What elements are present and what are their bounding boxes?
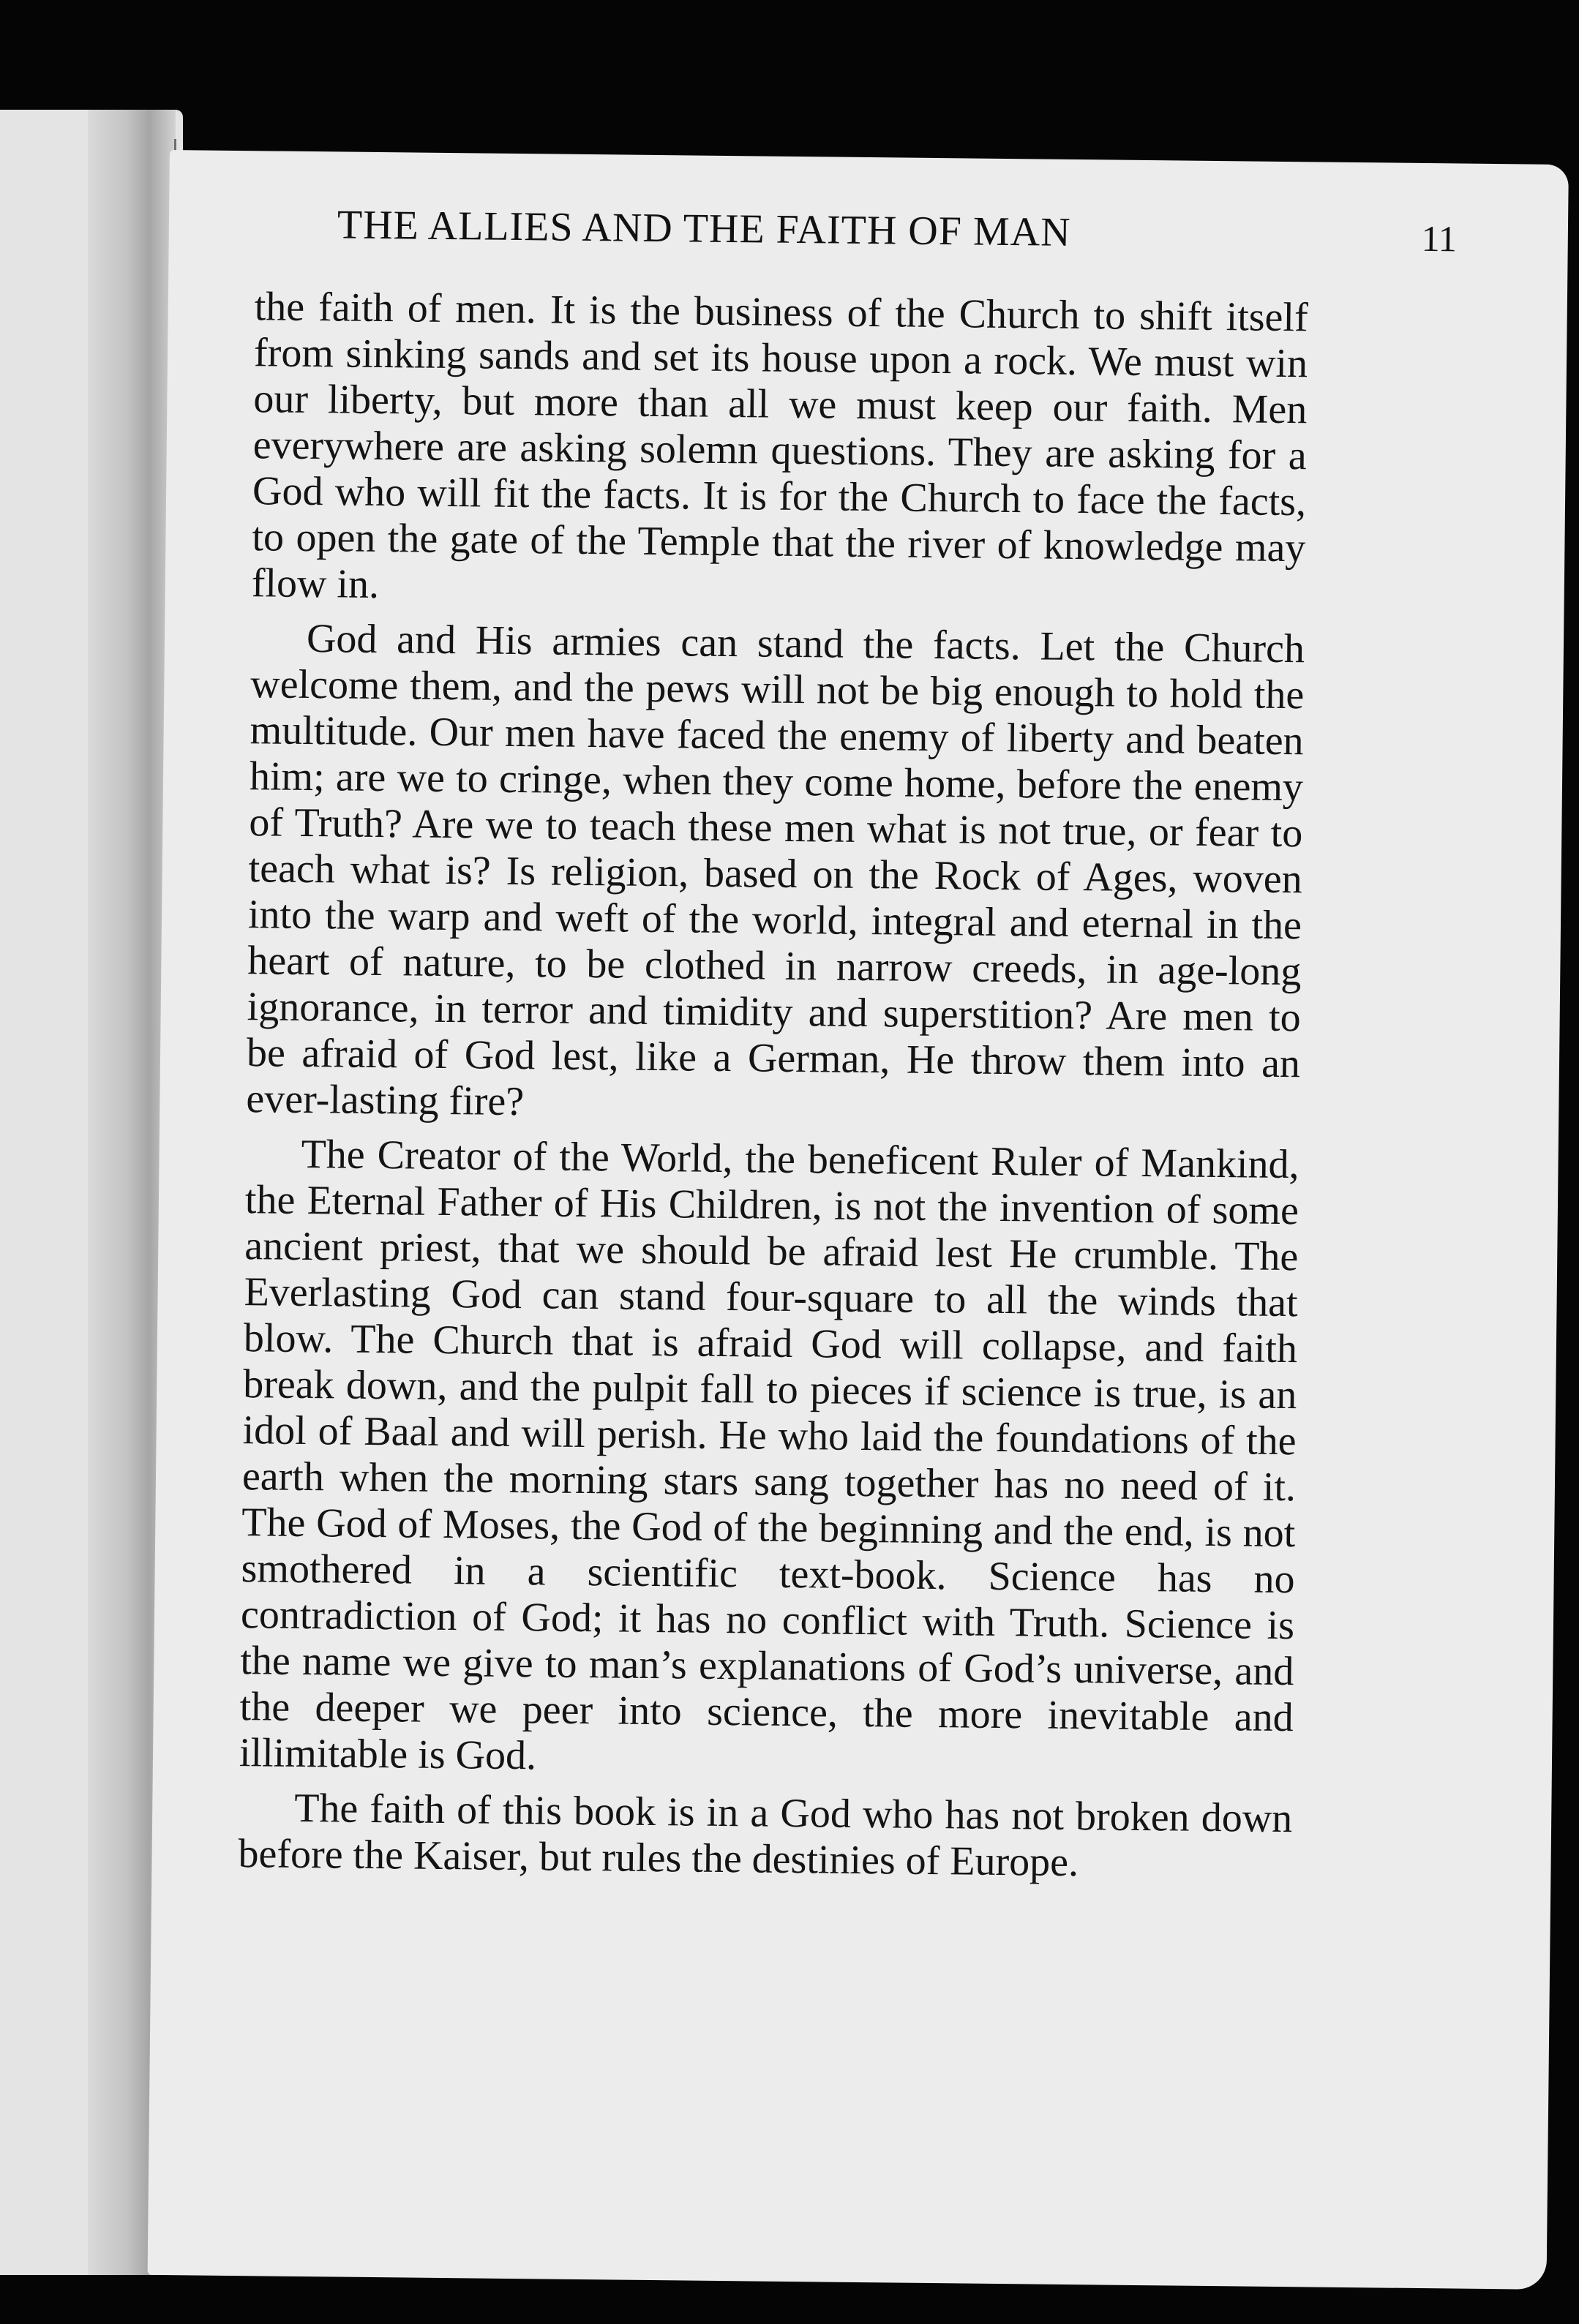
book-page (148, 150, 1569, 2290)
body-text (238, 284, 1308, 1888)
paragraph-4: The faith of this book is in a God who has not broken down before the Kaiser, but rules the destinies of Europe. (238, 1785, 1293, 1886)
running-head-title: THE ALLIES AND THE FAITH OF MAN (337, 202, 1071, 255)
paragraph-1: the faith of men. It is the business of the Church to shift itself from sinking sands and set its house upon a rock. We must win our liberty, but more than all we must keep our faith. Men everywhere are asking solemn questions. They are asking for a God who will fit the facts. It is for the Church to face the facts, to open the gate of the Temple that the river of knowledge may flow in. (251, 284, 1309, 608)
paragraph-3: The Creator of the World, the beneficent Ruler of Mankind, the Eternal Father of His Children, is not the invention of some ancient priest, that we should be afraid lest He crumble. The Everlasting God can stand four-square to all the winds that blow. The Church that is afraid God will collapse, and faith break down, and the pulpit fall to pieces if science is true, is an idol of Baal and will perish. He who laid the foundations of the earth when the morning stars sang together has no need of it. The God of Moses, the God of the beginning and the end, is not smothered in a scientific text-book. Science has no contradiction of God; it has no conflict with Truth. Science is the name we give to man’s explanations of God’s universe, and the deeper we peer into science, the more inevitable and illimitable is God. (239, 1131, 1299, 1779)
running-head (337, 201, 1479, 271)
page-number: 11 (1421, 217, 1458, 260)
paragraph-2: God and His armies can stand the facts. Let the Church welcome them, and the pews will not be big enough to hold the multitude. Our men have faced the enemy of liberty and beaten him; are we to cringe, when they come home, before the enemy of Truth? Are we to teach these men what is not true, or fear to teach what is? Is religion, based on the Rock of Ages, woven into the warp and weft of the world, integral and eternal in the heart of nature, to be clothed in narrow creeds, in age-long ignorance, in terror and timidity and superstition? Are men to be afraid of God lest, like a German, He throw them into an ever-lasting fire? (246, 615, 1305, 1125)
